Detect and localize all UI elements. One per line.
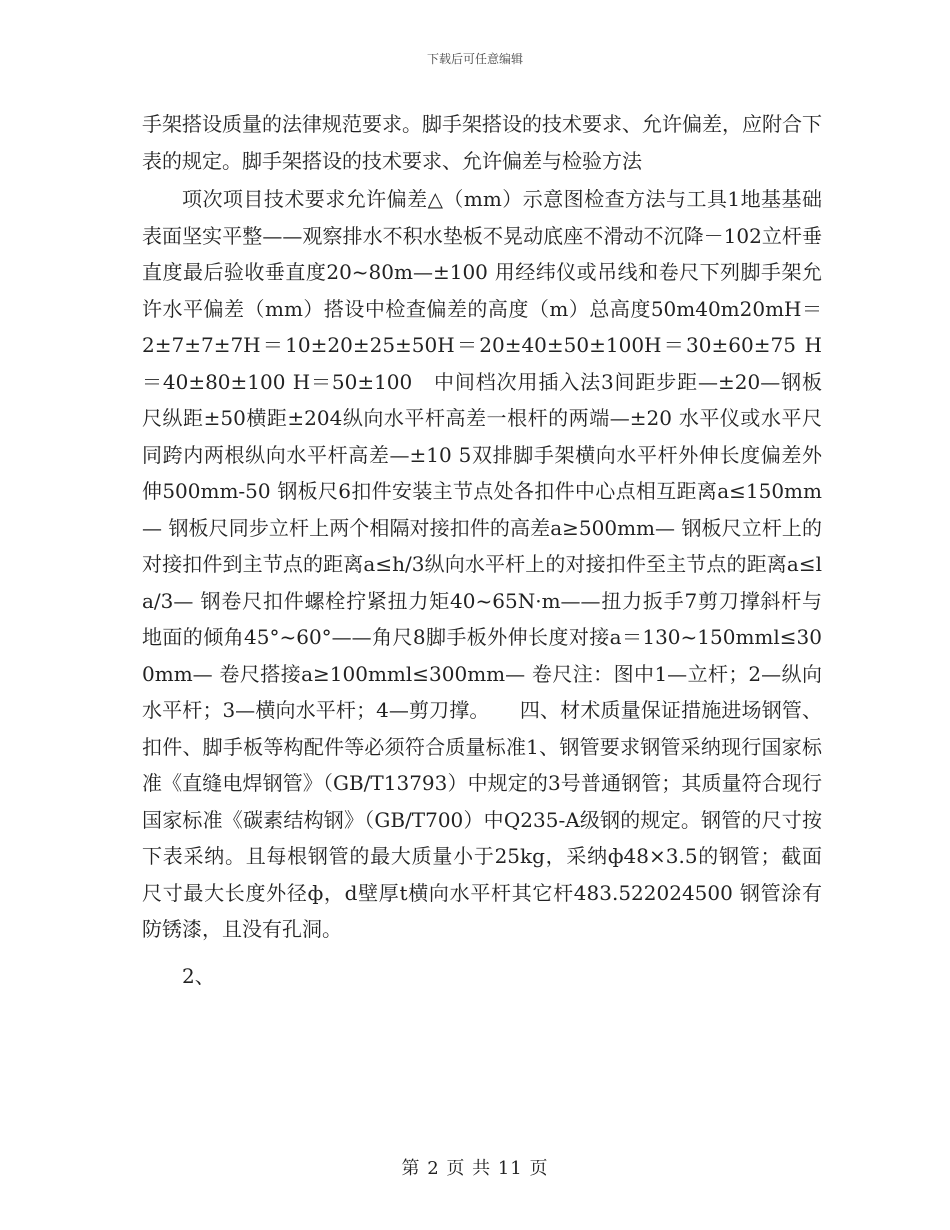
page-header: 下载后可任意编辑 bbox=[426, 52, 523, 66]
paragraph-3: 2、 bbox=[182, 963, 215, 988]
paragraph-1: 手架搭设质量的法律规范要求。脚手架搭设的技术要求、允许偏差，应附合下表的规定。脚手架搭设的技术要求、允许偏差与检验方法 bbox=[142, 112, 822, 173]
page-footer: 第 2 页 共 11 页 bbox=[401, 1158, 549, 1179]
paragraph-2: 项次项目技术要求允许偏差△（mm）示意图检查方法与工具1地基基础表面坚实平整——观察排水不积水垫板不晃动底座不滑动不沉降－102立杆垂直度最后验收垂直度20~80m—±100 用经纬仪或吊线和卷尺下列脚手架允许水平偏差（mm）搭设中检查偏差的高度（m）总高度50m40m20mH＝2±7±7±7H＝10±20±25±50H＝20±40±50±100H＝30±60±75 H＝40±80±100 H＝50±100 中间档次用插入法3间距步距—±20—钢板尺纵距±50横距±204纵向水平杆高差一根杆的两端—±20 水平仪或水平尺同跨内两根纵向水平杆高差—±10 5双排脚手架横向水平杆外伸长度偏差外伸500mm-50 钢板尺6扣件安装主节点处各扣件中心点相互距离a≤150mm— 钢板尺同步立杆上两个相隔对接扣件的高差a≥500mm— 钢板尺立杆上的对接扣件到主节点的距离a≤h/3纵向水平杆上的对接扣件至主节点的距离a≤la/3— 钢卷尺扣件螺栓拧紧扭力矩40~65N·m——扭力扳手7剪刀撑斜杆与地面的倾角45°~60°——角尺8脚手板外伸长度对接a＝130~150mml≤300mm— 卷尺搭接a≥100mml≤300mm— 卷尺注：图中1—立杆；2—纵向水平杆；3—横向水平杆；4—剪刀撑。 四、材术质量保证措施进场钢管、扣件、脚手板等构配件等必须符合质量标准1、钢管要求钢管采纳现行国家标准《直缝电焊钢管》（GB/T13793）中规定的3号普通钢管；其质量符合现行国家标准《碳素结构钢》（GB/T700）中Q235-A级钢的规定。钢管的尺寸按下表采纳。且每根钢管的最大质量小于25kg，采纳ф48×3.5的钢管；截面尺寸最大长度外径ф，d壁厚t横向水平杆其它杆483.522024500 钢管涂有防锈漆，且没有孔洞。 bbox=[142, 187, 822, 941]
document-body bbox=[142, 106, 822, 994]
